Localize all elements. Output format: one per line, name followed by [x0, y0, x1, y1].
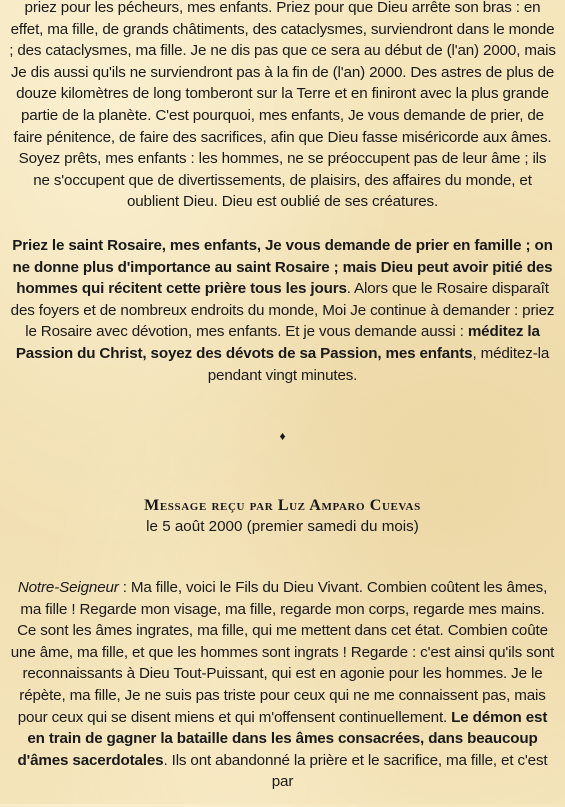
paragraph-2-text-1: . Alors que le Rosaire disparaît des foyers et de nombreux endroits du monde, Moi Je continue à demander : priez le Rosaire avec dévotion, mes enfants. Et je vous demande aussi : [10, 280, 555, 341]
speaker-name: Notre-Seigneur [17, 579, 119, 597]
paragraph-3-text-1: : Ma fille, voici le Fils du Dieu Vivant. Combien coûtent les âmes, ma fille ! Regarde mon visage, ma fille, regarde mon corps, regarde mes mains. Ce sont les âmes ingrates, ma fille, qui me mettent dans cet état. Combien coûte une âme, ma fille, et que les hommes sont ingrats ! Regarde : c'est ainsi qu'ils sont reconnaissants à Dieu Tout-Puissant, qui est en agonie pour les hommes. Je le répète, ma fille, Je ne suis pas triste pour ceux qui ne me connaissent pas, mais pour ceux qui se disent miens et qui m'offensent continuellement. [10, 579, 555, 726]
paragraph-3-bold-1: Le démon est en train de gagner la bataille dans les âmes consacrées, dans beaucoup d'âmes sacerdotales [17, 708, 548, 769]
paragraph-2-text-2: , méditez-la pendant vingt minutes. [207, 344, 550, 384]
paragraph-2 [9, 235, 556, 386]
paragraph-2-bold-2: méditez la Passion du Christ, soyez des dévots de sa Passion, mes enfants [15, 323, 540, 362]
paragraph-3-text-2: . Ils ont abandonné la prière et le sacrifice, ma fille, et c'est par [163, 751, 548, 791]
message-title: Message reçu par Luz Amparo Cuevas [144, 497, 421, 515]
message-date: le 5 août 2000 (premier samedi du mois) [146, 518, 419, 536]
paragraph-2-bold-1: Priez le saint Rosaire, mes enfants, Je vous demande de prier en famille ; on ne donne plus d'importance au saint Rosaire ; mais Dieu peut avoir pitié des hommes qui récitent cette prière tous les jours [12, 236, 553, 298]
diamond-divider-icon: ♦ [279, 429, 286, 444]
paragraph-1 [9, 0, 556, 213]
paragraph-1-text: priez pour les pécheurs, mes enfants. Priez pour que Dieu arrête son bras : en effet, ma fille, de grands châtiments, des cataclysmes, surviendront dans le monde ; des cataclysmes, ma fille. Je ne dis pas que ce sera au début de (l'an) 2000, mais Je dis aussi qu'ils ne surviendront pas à la fin de (l'an) 2000. Des astres de plus de douze kilomètres de long tomberont sur la Terre et en finiront avec la plus grande partie de la planète. C'est pourquoi, mes enfants, Je vous demande de prier, de faire pénitence, de faire des sacrifices, afin que Dieu fasse miséricorde aux âmes. Soyez prêts, mes enfants : les hommes, ne se préoccupent pas de leur âme ; ils ne s'occupent que de divertissements, de plaisirs, des affaires du monde, et oublient Dieu. Dieu est oublié de ses créatures. [9, 0, 556, 211]
paragraph-3 [9, 577, 556, 793]
